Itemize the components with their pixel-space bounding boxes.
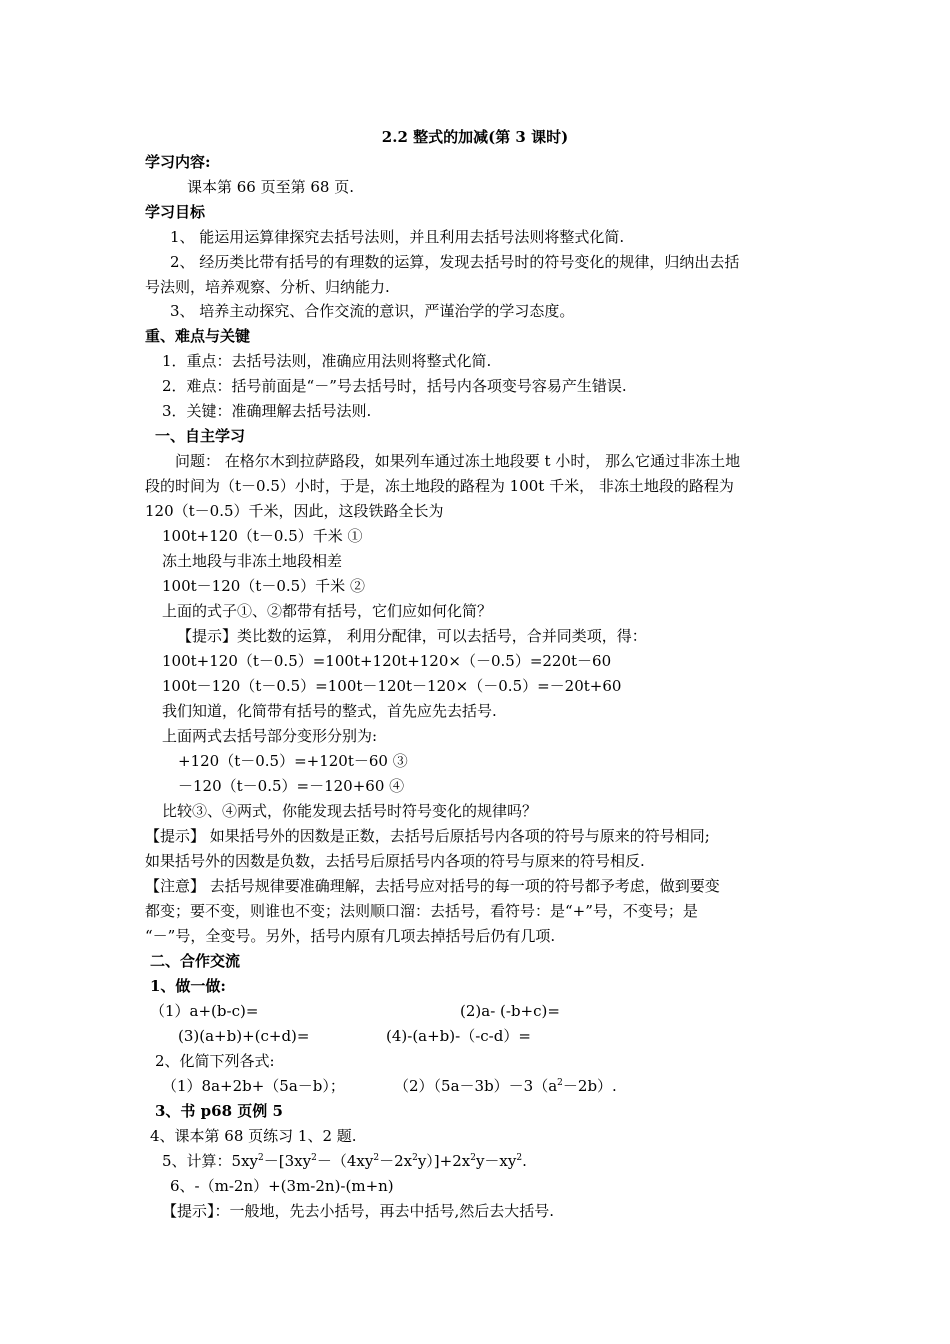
practice-2: (2)a- (-b+c)= bbox=[460, 1002, 560, 1020]
heading-cooperation: 二、合作交流 bbox=[150, 952, 241, 970]
heading-key-points: 重、难点与关键 bbox=[145, 327, 251, 345]
simplify-2: $(2)(5a-3b)-3(a^2-2b)$. bbox=[394, 1077, 617, 1095]
hint-brackets: 【提示】：一般地，先去小括号，再去中括号,然后去大括号. bbox=[162, 1202, 555, 1220]
calculation-2: 100t－120（t－0.5）=100t－120t－120×（－0.5）=－20t+60 bbox=[162, 677, 622, 695]
know-text: 我们知道，化简带有括号的整式，首先应先去括号. bbox=[162, 702, 497, 720]
expression-1: 100t+120（t－0.5）千米 ① bbox=[162, 527, 363, 545]
key-point-3: 3．关键：准确理解去括号法则. bbox=[162, 402, 372, 420]
goal-3: 3、 培养主动探究、合作交流的意识，严谨治学的学习态度。 bbox=[170, 302, 575, 320]
calculation-1: 100t+120（t－0.5）=100t+120t+120×（－0.5）=220t－60 bbox=[162, 652, 612, 670]
practice-1: （1）a+(b-c)= bbox=[150, 1002, 259, 1020]
exercise-5: 5、计算：$5xy^2-[3xy^2-(4xy^2-2x^2y)]+2x^2y-xy^2$. bbox=[162, 1152, 527, 1170]
practice-3: (3)(a+b)+(c+d)= bbox=[178, 1027, 310, 1045]
document-title: 2.2 整式的加减(第 3 课时) bbox=[381, 128, 569, 146]
problem-line-1: 问题： 在格尔木到拉萨路段，如果列车通过冻土地段要 t 小时， 那么它通过非冻土地 bbox=[175, 452, 741, 470]
content-text: 课本第 66 页至第 68 页. bbox=[187, 178, 355, 196]
note-line-1: 【注意】 去括号规律要准确理解，去括号应对括号的每一项的符号都予考虑，做到要变 bbox=[145, 877, 720, 895]
simplify-heading: 2、化简下列各式: bbox=[155, 1052, 275, 1070]
difference-note: 冻土地段与非冻土地段相差 bbox=[162, 552, 343, 570]
key-point-2: 2．难点：括号前面是“－”号去括号时，括号内各项变号容易产生错误. bbox=[162, 377, 627, 395]
simplify-1: （1）8a+2b+（5a－b）； bbox=[162, 1077, 345, 1095]
hint-rule-line-2: 如果括号外的因数是负数，去括号后原括号内各项的符号与原来的符号相反. bbox=[145, 852, 645, 870]
note-line-3: “－”号，全变号。另外，括号内原有几项去掉括号后仍有几项. bbox=[145, 927, 556, 945]
practice-4: (4)-(a+b)-（-c-d）= bbox=[386, 1027, 531, 1045]
goal-2-line-2: 号法则，培养观察、分析、归纳能力. bbox=[145, 278, 390, 296]
problem-line-3: 120（t－0.5）千米，因此，这段铁路全长为 bbox=[145, 502, 444, 520]
exercise-6: 6、-（m-2n）+(3m-2n)-(m+n) bbox=[170, 1177, 394, 1195]
expression-2: 100t－120（t－0.5）千米 ② bbox=[162, 577, 365, 595]
deformation-3: +120（t－0.5）=+120t－60 ③ bbox=[178, 752, 408, 770]
example-reference: 3、书 p68 页例 5 bbox=[155, 1102, 283, 1120]
hint-analogy: 【提示】类比数的运算， 利用分配律，可以去括号，合并同类项，得： bbox=[177, 627, 647, 645]
hint-rule-line-1: 【提示】 如果括号外的因数是正数，去括号后原括号内各项的符号与原来的符号相同; bbox=[145, 827, 710, 845]
heading-self-study: 一、自主学习 bbox=[155, 427, 246, 445]
compare-question: 比较③、④两式，你能发现去括号时符号变化的规律吗？ bbox=[162, 802, 538, 820]
exercise-4: 4、课本第 68 页练习 1、2 题. bbox=[150, 1127, 357, 1145]
question-simplify: 上面的式子①、②都带有括号，它们应如何化简？ bbox=[162, 602, 493, 620]
heading-learning-content: 学习内容: bbox=[145, 153, 211, 171]
key-point-1: 1．重点：去括号法则，准确应用法则将整式化简. bbox=[162, 352, 492, 370]
deformation-4: －120（t－0.5）=－120+60 ④ bbox=[178, 777, 405, 795]
heading-learning-goals: 学习目标 bbox=[145, 203, 206, 221]
heading-try-it: 1、做一做: bbox=[150, 977, 226, 995]
problem-line-2: 段的时间为（t－0.5）小时，于是，冻土地段的路程为 100t 千米， 非冻土地段的路程为 bbox=[145, 477, 734, 495]
goal-1: 1、 能运用运算律探究去括号法则，并且利用去括号法则将整式化简. bbox=[170, 228, 625, 246]
goal-2-line-1: 2、 经历类比带有括号的有理数的运算，发现去括号时的符号变化的规律，归纳出去括 bbox=[170, 253, 740, 271]
note-line-2: 都变；要不变，则谁也不变；法则顺口溜：去括号，看符号：是“+”号，不变号；是 bbox=[145, 902, 698, 920]
deformation-intro: 上面两式去括号部分变形分别为: bbox=[162, 727, 378, 745]
